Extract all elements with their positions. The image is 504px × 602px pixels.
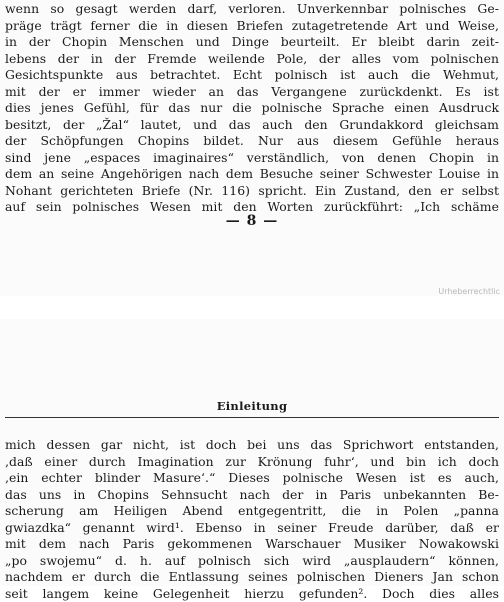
body-line: wenn so gesagt werden darf, verloren. Unverkennbar polnisches Ge- bbox=[5, 1, 499, 18]
body-line: auf sein polnisches Wesen mit den Worten zurückführt: „Ich schäme bbox=[5, 199, 499, 216]
body-line: Gesichtspunkte aus betrachtet. Echt polnisch ist auch die Wehmut, bbox=[5, 67, 499, 84]
body-line: seit langem keine Gelegenheit hierzu gefunden². Doch dies alles bbox=[5, 586, 499, 602]
page-number: — 8 — bbox=[0, 213, 504, 229]
body-line: dem an seine Angehörigen nach dem Besuche seiner Schwester Louise in bbox=[5, 166, 499, 183]
body-line: sind jene „espaces imaginaires“ verständlich, von denen Chopin in bbox=[5, 150, 499, 167]
body-line: lebens der in der Fremde weilende Pole, der alles vom polnischen bbox=[5, 51, 499, 68]
body-line: scherung am Heiligen Abend entgegentritt, die in Polen „panna bbox=[5, 503, 499, 520]
upper-page-body-text bbox=[5, 1, 499, 216]
body-line: mit dem nach Paris gekommenen Warschauer Musiker Nowakowski bbox=[5, 536, 499, 553]
body-line: in der Chopin Menschen und Dinge beurteilt. Er bleibt darin zeit- bbox=[5, 34, 499, 51]
body-line: präge trägt ferner die in diesen Briefen zutagetretende Art und Weise, bbox=[5, 18, 499, 35]
header-rule bbox=[5, 417, 499, 418]
copyright-watermark: Urheberrechtlic bbox=[438, 287, 500, 296]
body-line: ‚daß einer durch Imagination zur Krönung fuhr‘, und bin ich doch bbox=[5, 454, 499, 471]
body-line: mich dessen gar nicht, ist doch bei uns das Sprichwort entstanden, bbox=[5, 437, 499, 454]
body-line: besitzt, der „Žal“ lautet, und das auch den Grundakkord gleichsam bbox=[5, 117, 499, 134]
body-line: mit der er immer wieder an das Vergangene zurückdenkt. Es ist bbox=[5, 84, 499, 101]
page-gap bbox=[0, 296, 504, 319]
body-line: nachdem er durch die Entlassung seines polnischen Dieners Jan schon bbox=[5, 569, 499, 586]
running-head: Einleitung bbox=[0, 399, 504, 413]
body-line: das uns in Chopins Sehnsucht nach der in Paris unbekannten Be- bbox=[5, 487, 499, 504]
body-line: Nohant gerichteten Briefe (Nr. 116) spricht. Ein Zustand, den er selbst bbox=[5, 183, 499, 200]
body-line: ‚ein echter blinder Masure‘.“ Dieses polnische Wesen ist es auch, bbox=[5, 470, 499, 487]
body-line: gwiazdka“ genannt wird¹. Ebenso in seiner Freude darüber, daß er bbox=[5, 520, 499, 537]
body-line: der Schöpfungen Chopins bildet. Nur aus diesem Gefühle heraus bbox=[5, 133, 499, 150]
body-line: „po swojemu“ d. h. auf polnisch sich wird „ausplaudern“ können, bbox=[5, 553, 499, 570]
lower-page-body-text bbox=[5, 437, 499, 602]
body-line: dies jenes Gefühl, für das nur die polnische Sprache einen Ausdruck bbox=[5, 100, 499, 117]
